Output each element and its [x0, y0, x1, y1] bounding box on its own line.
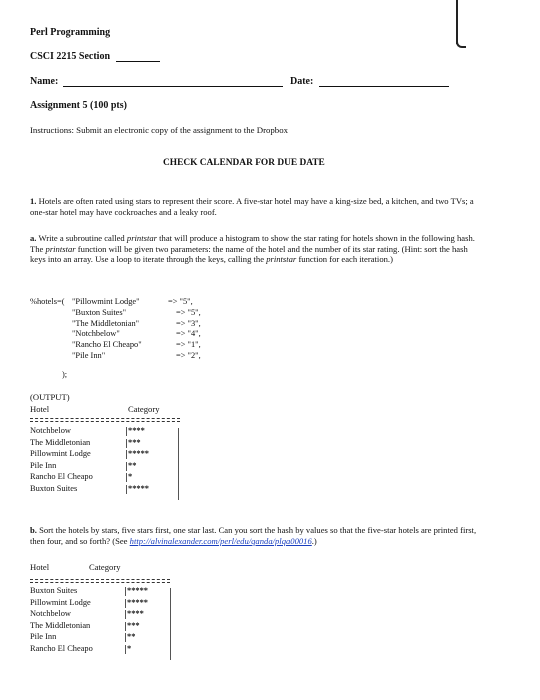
- table-row-bar: [126, 462, 127, 471]
- date-blank: [319, 86, 449, 87]
- hash-value: => "4",: [176, 329, 201, 339]
- table-row-hotel: Pile Inn: [30, 460, 57, 470]
- question-1a: [30, 233, 485, 265]
- q1a-text-1: Write a subroutine called: [38, 233, 125, 243]
- table-row-stars: **: [127, 632, 136, 642]
- table-row-stars: *: [128, 472, 133, 482]
- table-row-bar: [125, 599, 126, 608]
- name-label: Name:: [30, 76, 59, 87]
- hash-key: "Notchbelow": [72, 329, 120, 339]
- table-row-stars: ****: [128, 426, 145, 435]
- table-row-hotel: Buxton Suites: [30, 484, 78, 493]
- output-a-title: (OUTPUT): [30, 392, 70, 402]
- hash-value: => "5",: [176, 307, 201, 317]
- table-row-hotel: Notchbelow: [30, 426, 71, 435]
- hash-value: => "1",: [176, 340, 201, 350]
- table-row-hotel: Pillowmint Lodge: [30, 597, 91, 607]
- output-a-hotel-header: Hotel: [30, 404, 50, 414]
- hash-key: "Pillowmint Lodge": [72, 297, 140, 306]
- date-line: [290, 76, 449, 87]
- output-b-category-header: Category: [89, 562, 121, 572]
- section-blank: [116, 61, 160, 62]
- q1a-text-3: function will be given two parameters: the name of the hotel and the number of its star rating. (Hint: sort the hash keys into an array. Use a loop to iterate through the keys, calling the: [30, 243, 468, 265]
- table-row-stars: *: [127, 644, 132, 653]
- table-row-hotel: Pillowmint Lodge: [30, 449, 91, 459]
- hash-value: => "5",: [168, 297, 193, 306]
- table-row-stars: ***: [127, 620, 140, 630]
- q1a-printstar-2: printstar: [45, 243, 76, 254]
- assignment-title: Assignment 5 (100 pts): [30, 100, 127, 111]
- hash-key: "Buxton Suites": [72, 307, 127, 317]
- hash-declaration: %hotels=(: [30, 297, 65, 306]
- table-row-bar: [126, 439, 127, 448]
- table-row-bar: [125, 587, 126, 596]
- table-row-hotel: Buxton Suites: [30, 586, 78, 595]
- section-label: CSCI 2215 Section: [30, 51, 111, 62]
- output-a-right-border: [178, 428, 179, 500]
- output-a-top-divider-2: [30, 421, 180, 422]
- table-row-bar: [125, 633, 126, 642]
- table-row-bar: [126, 450, 127, 459]
- hash-key: "Pile Inn": [72, 351, 106, 360]
- table-row-hotel: Notchbelow: [30, 609, 71, 619]
- q1a-printstar-1: printstar: [126, 233, 157, 243]
- q1a-text-2: that will produce a histogram to show the star rating for hotels shown in the following hash. The: [30, 233, 475, 254]
- question-1b: [30, 525, 488, 546]
- hash-value: => "2",: [176, 351, 201, 360]
- q1b-text: Sort the hotels by stars, five stars first, one star last. Can you sort the hash by values so that the five-star hotels are printed first, then four, and so forth? (See: [30, 525, 477, 546]
- section-line: [30, 51, 160, 62]
- page-edge-mark: [456, 0, 458, 44]
- output-b-top-divider: [30, 579, 170, 580]
- hash-key: "Rancho El Cheapo": [72, 340, 142, 350]
- q1-text: Hotels are often rated using stars to represent their score. A five-star hotel may have a king-size bed, a kitchen, and two TVs; a one-star hotel may have cockroaches and a leaky roof.: [30, 196, 474, 217]
- table-row-bar: [126, 485, 127, 494]
- table-row-bar: [125, 622, 126, 631]
- table-row-hotel: Rancho El Cheapo: [30, 472, 93, 482]
- output-b-right-border: [170, 588, 171, 660]
- instructions: Instructions: Submit an electronic copy of the assignment to the Dropbox: [30, 125, 288, 135]
- table-row-hotel: Rancho El Cheapo: [30, 644, 93, 653]
- q1a-label: a.: [30, 233, 37, 243]
- table-row-stars: *****: [128, 449, 149, 459]
- table-row-stars: *****: [127, 597, 148, 607]
- name-blank: [63, 86, 283, 87]
- table-row-stars: **: [128, 460, 137, 470]
- output-b-top-divider-2: [30, 582, 170, 583]
- table-row-stars: *****: [128, 484, 149, 493]
- hash-key: "The Middletonian": [72, 318, 140, 328]
- table-row-hotel: The Middletonian: [30, 437, 91, 447]
- page-edge-curl: [456, 40, 466, 48]
- table-row-bar: [125, 645, 126, 654]
- question-1-intro: [30, 196, 485, 217]
- table-row-hotel: The Middletonian: [30, 620, 91, 630]
- q1a-printstar-3: printstar: [266, 254, 297, 265]
- q1b-label: b.: [30, 525, 37, 535]
- name-line: [30, 76, 283, 87]
- table-row-hotel: Pile Inn: [30, 632, 57, 642]
- due-date-notice: CHECK CALENDAR FOR DUE DATE: [163, 158, 325, 168]
- table-row-stars: *****: [127, 586, 148, 595]
- output-b-hotel-header: Hotel: [30, 562, 50, 572]
- table-row-bar: [126, 473, 127, 482]
- hash-close: );: [62, 370, 68, 379]
- q1a-text-4: function for each iteration.): [298, 254, 393, 265]
- table-row-bar: [126, 427, 127, 436]
- table-row-stars: ***: [128, 437, 141, 447]
- table-row-bar: [125, 610, 126, 619]
- course-title: Perl Programming: [30, 27, 111, 38]
- q1b-close: .): [311, 535, 317, 546]
- q1-number: 1.: [30, 196, 37, 206]
- output-a-category-header: Category: [128, 404, 160, 414]
- table-row-stars: ****: [127, 609, 144, 619]
- hash-value: => "3",: [176, 318, 201, 328]
- q1b-link[interactable]: http://alvinalexander.com/perl/edu/qanda/plqa00016: [129, 535, 312, 546]
- date-label: Date:: [290, 76, 314, 87]
- output-a-top-divider: [30, 418, 180, 419]
